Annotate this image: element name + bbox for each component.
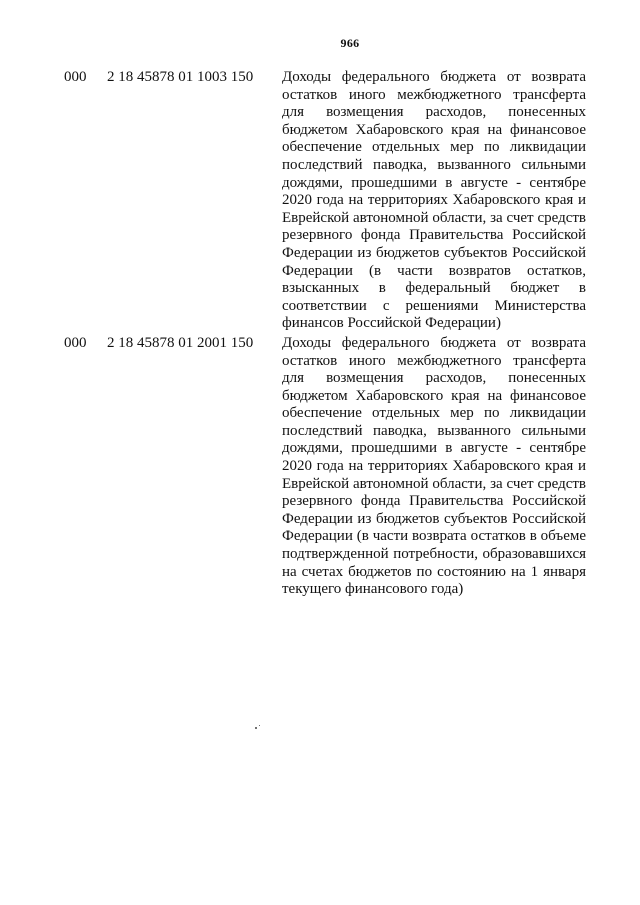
budget-code-row <box>64 335 594 599</box>
scan-speck <box>255 727 257 729</box>
admin-code: 000 <box>64 69 87 85</box>
code-description: Доходы федерального бюджета от возврата остатков иного межбюджетного трансферта для возмещения расходов, понесенных бюджетом Хабаровского края на финансовое обеспечение отдельных мер по ликвидации последствий паводка, вызванного сильными дождями, прошедшими в августе - сентябре 2020 года на территориях Хабаровского края и Еврейской автономной области, за счет средств резервного фонда Правительства Российской Федерации из бюджетов субъектов Российской Федерации (в части возврата остатков в объеме подтвержденной потребности, образовавшихся на счетах бюджетов по состоянию на 1 января текущего финансового года) <box>282 334 586 598</box>
page-number: 966 <box>340 36 360 50</box>
admin-code: 000 <box>64 334 87 351</box>
scan-speck <box>259 725 260 726</box>
budget-code-list <box>64 69 594 601</box>
budget-code-row <box>64 69 594 333</box>
budget-classification-code: 2 18 45878 01 2001 150 <box>107 334 254 351</box>
code-description: Доходы федерального бюджета от возврата остатков иного межбюджетного трансферта для возмещения расходов, понесенных бюджетом Хабаровского края на финансовое обеспечение отдельных мер по ликвидации последствий паводка, вызванного сильными дождями, прошедшими в августе - сентябре 2020 года на территориях Хабаровского края и Еврейской автономной области, за счет средств резервного фонда Правительства Российской Федерации из бюджетов субъектов Российской Федерации (в части возвратов остатков, взысканных в федеральный бюджет в соответствии с решениями Министерства финансов Российской Федерации) <box>282 69 586 332</box>
budget-classification-code: 2 18 45878 01 1003 150 <box>107 69 254 85</box>
